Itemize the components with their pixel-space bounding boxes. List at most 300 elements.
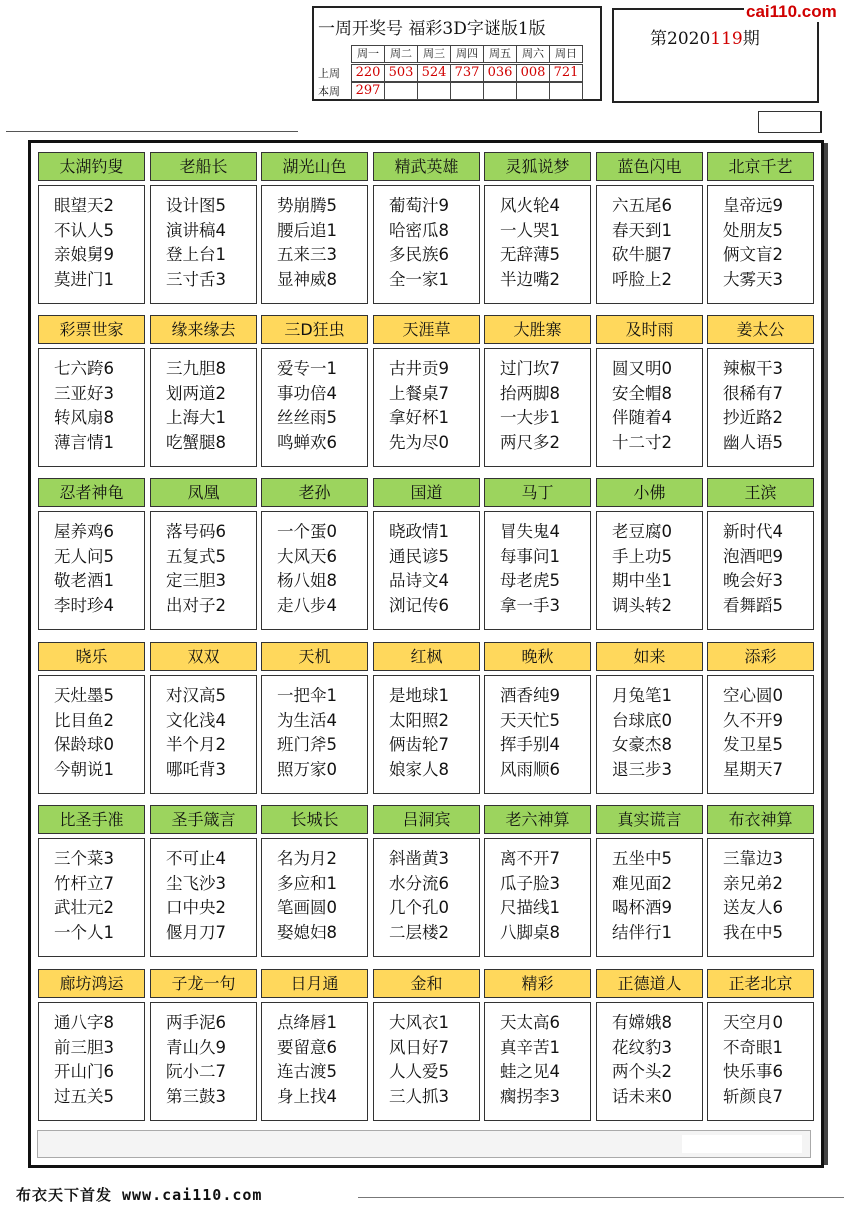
card-clues xyxy=(373,675,480,794)
card-clues xyxy=(596,348,703,467)
clue-line: 风雨顺6 xyxy=(500,759,560,779)
puzzle-card xyxy=(373,478,480,630)
card-title: 金和 xyxy=(373,969,480,998)
clue-line: 三靠边3 xyxy=(723,849,783,868)
card-clues xyxy=(373,511,480,630)
card-title: 如来 xyxy=(596,642,703,671)
puzzle-card xyxy=(484,805,591,957)
card-clues xyxy=(373,185,480,304)
card-clues xyxy=(38,511,145,630)
clue-line: 调头转2 xyxy=(612,595,672,615)
card-title: 湖光山色 xyxy=(261,152,368,181)
day-label: 周二 xyxy=(384,45,418,63)
clue-line: 难见面2 xyxy=(612,873,672,893)
clue-line: 蛙之见4 xyxy=(500,1062,560,1081)
card-clues xyxy=(38,185,145,304)
clue-line: 新时代4 xyxy=(723,522,783,541)
day-label: 周三 xyxy=(417,45,451,63)
puzzle-card xyxy=(484,969,591,1121)
clue-line: 发卫星5 xyxy=(723,735,783,754)
card-title: 晚秋 xyxy=(484,642,591,671)
issue-box xyxy=(612,8,819,103)
clue-line: 葡萄汁9 xyxy=(389,196,449,215)
clue-line: 圆又明0 xyxy=(612,359,672,378)
clue-line: 水分流6 xyxy=(389,873,449,893)
card-clues xyxy=(38,675,145,794)
clue-line: 晚会好3 xyxy=(723,571,783,590)
clue-line: 幽人语5 xyxy=(723,432,783,452)
draw-number: 503 xyxy=(384,64,418,82)
clue-line: 眼望天2 xyxy=(54,196,114,215)
clue-line: 皇帝远9 xyxy=(723,196,783,215)
card-title: 忍者神龟 xyxy=(38,478,145,507)
site-logo[interactable]: cai110.com xyxy=(746,2,837,21)
card-title: 国道 xyxy=(373,478,480,507)
clue-line: 瓜子脸3 xyxy=(500,873,560,893)
clue-line: 拿一手3 xyxy=(500,595,560,615)
clue-line: 两手泥6 xyxy=(166,1013,226,1032)
clue-line: 老豆腐0 xyxy=(612,522,672,541)
clue-line: 转风扇8 xyxy=(54,408,114,427)
clue-line: 过门坎7 xyxy=(500,359,560,378)
clue-line: 丝丝雨5 xyxy=(277,408,337,427)
puzzle-card xyxy=(38,478,145,630)
card-title: 真实谎言 xyxy=(596,805,703,834)
clue-line: 花纹豹3 xyxy=(612,1037,672,1057)
clue-line: 天太高6 xyxy=(500,1013,560,1032)
clue-line: 前三胆3 xyxy=(54,1037,114,1057)
draw-number xyxy=(516,82,550,100)
card-clues xyxy=(707,675,814,794)
card-title: 吕洞宾 xyxy=(373,805,480,834)
card-title: 彩票世家 xyxy=(38,315,145,344)
card-title: 老孙 xyxy=(261,478,368,507)
puzzle-card xyxy=(707,805,814,957)
clue-line: 砍牛腿7 xyxy=(612,245,672,264)
card-clues xyxy=(596,185,703,304)
clue-line: 竹杆立7 xyxy=(54,873,114,893)
clue-line: 上餐桌7 xyxy=(389,383,449,403)
clue-line: 太阳照2 xyxy=(389,710,449,730)
draw-number xyxy=(483,82,517,100)
puzzle-card xyxy=(261,969,368,1121)
clue-line: 空心圆0 xyxy=(723,686,783,705)
card-title: 太湖钓叟 xyxy=(38,152,145,181)
clue-line: 娘家人8 xyxy=(389,759,449,779)
card-clues xyxy=(707,348,814,467)
card-title: 马丁 xyxy=(484,478,591,507)
card-title: 灵狐说梦 xyxy=(484,152,591,181)
puzzle-card xyxy=(484,152,591,304)
clue-line: 三个菜3 xyxy=(54,849,114,868)
clue-line: 偃月刀7 xyxy=(166,922,226,942)
clue-line: 浏记传6 xyxy=(389,595,449,615)
clue-line: 两尺多2 xyxy=(500,432,560,452)
clue-line: 人人爱5 xyxy=(389,1062,449,1081)
card-clues xyxy=(707,838,814,957)
clue-line: 点绛唇1 xyxy=(277,1013,337,1032)
draw-number: 008 xyxy=(516,64,550,82)
puzzle-card xyxy=(261,152,368,304)
card-clues xyxy=(38,348,145,467)
clue-line: 拿好杯1 xyxy=(389,408,449,427)
card-title: 长城长 xyxy=(261,805,368,834)
puzzle-card xyxy=(150,642,257,794)
clue-line: 通八字8 xyxy=(54,1013,114,1032)
clue-line: 莫进门1 xyxy=(54,269,114,289)
clue-line: 连古渡5 xyxy=(277,1062,337,1081)
puzzle-card xyxy=(150,315,257,467)
clue-line: 伴随着4 xyxy=(612,408,672,427)
clue-line: 喝杯酒9 xyxy=(612,898,672,917)
puzzle-card xyxy=(707,478,814,630)
clue-line: 哪吒背3 xyxy=(166,759,226,779)
card-clues xyxy=(150,348,257,467)
clue-line: 是地球1 xyxy=(389,686,449,705)
puzzle-card xyxy=(38,805,145,957)
clue-line: 有嫦娥8 xyxy=(612,1013,672,1032)
card-clues xyxy=(261,185,368,304)
clue-line: 多民族6 xyxy=(389,245,449,264)
card-title: 红枫 xyxy=(373,642,480,671)
clue-line: 呼脸上2 xyxy=(612,269,672,289)
clue-line: 挥手别4 xyxy=(500,735,560,754)
clue-line: 大雾天3 xyxy=(723,269,783,289)
footer-bar xyxy=(37,1130,811,1158)
clue-line: 不可止4 xyxy=(166,849,226,868)
card-title: 晓乐 xyxy=(38,642,145,671)
puzzle-card xyxy=(38,969,145,1121)
card-title: 蓝色闪电 xyxy=(596,152,703,181)
puzzle-card xyxy=(707,315,814,467)
puzzle-card xyxy=(596,642,703,794)
clue-line: 开山门6 xyxy=(54,1062,114,1081)
puzzle-card xyxy=(596,969,703,1121)
draw-number: 737 xyxy=(450,64,484,82)
clue-line: 大风衣1 xyxy=(389,1013,449,1032)
day-label: 周六 xyxy=(516,45,550,63)
card-title: 布衣神算 xyxy=(707,805,814,834)
draw-number xyxy=(384,82,418,100)
clue-line: 每事问1 xyxy=(500,546,560,566)
clue-line: 五复式5 xyxy=(166,546,226,566)
clue-line: 屋养鸡6 xyxy=(54,522,114,541)
card-title: 三D狂虫 xyxy=(261,315,368,344)
clue-line: 真辛苦1 xyxy=(500,1037,560,1057)
card-title: 老六神算 xyxy=(484,805,591,834)
draw-number: 036 xyxy=(483,64,517,82)
clue-line: 敬老酒1 xyxy=(54,571,114,590)
clue-line: 腰后追1 xyxy=(277,220,337,240)
clue-line: 走八步4 xyxy=(277,595,337,615)
card-title: 大胜寨 xyxy=(484,315,591,344)
clue-line: 天天忙5 xyxy=(500,710,560,730)
card-clues xyxy=(484,185,591,304)
clue-line: 送友人6 xyxy=(723,898,783,917)
card-title: 及时雨 xyxy=(596,315,703,344)
issue-label xyxy=(650,24,760,49)
puzzle-card xyxy=(373,969,480,1121)
clue-line: 阮小二7 xyxy=(166,1062,226,1081)
clue-line: 李时珍4 xyxy=(54,595,114,615)
clue-line: 母老虎5 xyxy=(500,571,560,590)
clue-line: 演讲稿4 xyxy=(166,220,226,240)
day-label: 周四 xyxy=(450,45,484,63)
clue-line: 久不开9 xyxy=(723,710,783,730)
clue-line: 对汉高5 xyxy=(166,686,226,705)
puzzle-card xyxy=(150,805,257,957)
clue-line: 七六跨6 xyxy=(54,359,114,378)
puzzle-grid xyxy=(28,140,824,1168)
this-week-row xyxy=(352,82,583,100)
draw-number: 297 xyxy=(351,82,385,100)
clue-line: 处朋友5 xyxy=(723,220,783,240)
clue-line: 无人问5 xyxy=(54,546,114,566)
clue-line: 晓政情1 xyxy=(389,522,449,541)
clue-line: 定三胆3 xyxy=(166,571,226,590)
card-clues xyxy=(150,1002,257,1121)
clue-line: 手上功5 xyxy=(612,546,672,566)
clue-line: 鸣蝉欢6 xyxy=(277,432,337,452)
card-title: 比圣手准 xyxy=(38,805,145,834)
clue-line: 三九胆8 xyxy=(166,359,226,378)
clue-line: 话未来0 xyxy=(612,1086,672,1106)
card-clues xyxy=(707,511,814,630)
clue-line: 六五尾6 xyxy=(612,196,672,215)
clue-line: 过五关5 xyxy=(54,1086,114,1106)
card-title: 天涯草 xyxy=(373,315,480,344)
clue-line: 春天到1 xyxy=(612,220,672,240)
clue-line: 一大步1 xyxy=(500,408,560,427)
card-title: 姜太公 xyxy=(707,315,814,344)
card-clues xyxy=(150,511,257,630)
draw-number: 721 xyxy=(549,64,583,82)
clue-line: 退三步3 xyxy=(612,759,672,779)
card-clues xyxy=(150,838,257,957)
card-title: 缘来缘去 xyxy=(150,315,257,344)
clue-line: 月兔笔1 xyxy=(612,686,672,705)
clue-line: 设计图5 xyxy=(166,196,226,215)
day-header-row xyxy=(352,45,583,63)
clue-line: 笔画圆0 xyxy=(277,898,337,917)
clue-line: 多应和1 xyxy=(277,873,337,893)
clue-line: 落号码6 xyxy=(166,522,226,541)
clue-line: 薄言情1 xyxy=(54,432,114,452)
puzzle-card xyxy=(373,152,480,304)
clue-line: 上海大1 xyxy=(166,408,226,427)
puzzle-card xyxy=(373,315,480,467)
weekly-draw-table xyxy=(312,6,602,101)
draw-number xyxy=(417,82,451,100)
clue-line: 划两道2 xyxy=(166,383,226,403)
issue-suffix: 期 xyxy=(742,29,760,49)
puzzle-card xyxy=(707,969,814,1121)
footer-divider xyxy=(358,1197,844,1198)
clue-line: 三寸舌3 xyxy=(166,269,226,289)
clue-line: 亲兄弟2 xyxy=(723,873,783,893)
clue-line: 酒香纯9 xyxy=(500,686,560,705)
clue-line: 事功倍4 xyxy=(277,383,337,403)
issue-prefix: 第2020 xyxy=(650,29,711,49)
clue-line: 古井贡9 xyxy=(389,359,449,378)
clue-line: 尘飞沙3 xyxy=(166,873,226,893)
clue-line: 安全帽8 xyxy=(612,383,672,403)
card-title: 圣手箴言 xyxy=(150,805,257,834)
clue-line: 很稀有7 xyxy=(723,383,783,403)
card-clues xyxy=(261,511,368,630)
last-week-label: 上周 xyxy=(318,67,340,80)
card-title: 添彩 xyxy=(707,642,814,671)
clue-line: 口中央2 xyxy=(166,898,226,917)
clue-line: 登上台1 xyxy=(166,245,226,264)
clue-line: 八脚桌8 xyxy=(500,922,560,942)
issue-number: 119 xyxy=(710,29,743,49)
card-clues xyxy=(707,185,814,304)
clue-line: 通民谚5 xyxy=(389,546,449,566)
clue-line: 星期天7 xyxy=(723,759,783,779)
divider xyxy=(6,131,298,132)
clue-line: 娶媳妇8 xyxy=(277,922,337,942)
footer-bar-slot xyxy=(682,1135,802,1153)
clue-line: 女豪杰8 xyxy=(612,735,672,754)
puzzle-card xyxy=(373,642,480,794)
clue-line: 不奇眼1 xyxy=(723,1037,783,1057)
card-clues xyxy=(373,1002,480,1121)
card-title: 王滨 xyxy=(707,478,814,507)
clue-line: 斜凿黄3 xyxy=(389,849,449,868)
draw-number: 220 xyxy=(351,64,385,82)
day-label: 周五 xyxy=(483,45,517,63)
puzzle-card xyxy=(596,315,703,467)
clue-line: 比目鱼2 xyxy=(54,710,114,730)
clue-line: 俩齿轮7 xyxy=(389,735,449,754)
card-title: 小佛 xyxy=(596,478,703,507)
clue-line: 一人哭1 xyxy=(500,220,560,240)
card-clues xyxy=(707,1002,814,1121)
clue-line: 我在中5 xyxy=(723,922,783,942)
clue-line: 两个头2 xyxy=(612,1062,672,1081)
clue-line: 身上找4 xyxy=(277,1086,337,1106)
card-clues xyxy=(596,675,703,794)
clue-line: 出对子2 xyxy=(166,595,226,615)
clue-line: 台球底0 xyxy=(612,710,672,730)
footer-credit: 布衣天下首发 www.cai110.com xyxy=(16,1186,263,1204)
card-clues xyxy=(150,675,257,794)
puzzle-card xyxy=(150,478,257,630)
puzzle-card xyxy=(38,315,145,467)
card-title: 日月通 xyxy=(261,969,368,998)
card-clues xyxy=(484,1002,591,1121)
card-clues xyxy=(484,348,591,467)
card-title: 子龙一句 xyxy=(150,969,257,998)
clue-line: 天空月0 xyxy=(723,1013,783,1032)
clue-line: 泡酒吧9 xyxy=(723,546,783,566)
clue-line: 一个人1 xyxy=(54,922,114,942)
card-clues xyxy=(38,838,145,957)
card-clues xyxy=(484,838,591,957)
clue-line: 斩颜良7 xyxy=(723,1086,783,1106)
clue-line: 俩文盲2 xyxy=(723,245,783,264)
clue-line: 势崩腾5 xyxy=(277,196,337,215)
clue-line: 快乐事6 xyxy=(723,1062,783,1081)
card-clues xyxy=(484,511,591,630)
card-title: 北京千艺 xyxy=(707,152,814,181)
clue-line: 不认人5 xyxy=(54,220,114,240)
clue-line: 十二寸2 xyxy=(612,432,672,452)
clue-line: 无辞薄5 xyxy=(500,245,560,264)
card-title: 双双 xyxy=(150,642,257,671)
clue-line: 半个月2 xyxy=(166,735,226,754)
puzzle-card xyxy=(261,642,368,794)
card-clues xyxy=(596,838,703,957)
clue-line: 一把伞1 xyxy=(277,686,337,705)
clue-line: 五坐中5 xyxy=(612,849,672,868)
clue-line: 亲娘舅9 xyxy=(54,245,114,264)
clue-line: 保龄球0 xyxy=(54,735,114,754)
page-title: 一周开奖号 福彩3D字谜版1版 xyxy=(318,19,546,39)
puzzle-card xyxy=(484,315,591,467)
clue-line: 五来三3 xyxy=(277,245,337,264)
clue-line: 杨八姐8 xyxy=(277,571,337,590)
day-label: 周日 xyxy=(549,45,583,63)
puzzle-card xyxy=(261,478,368,630)
clue-line: 爱专一1 xyxy=(277,359,337,378)
puzzle-card xyxy=(261,805,368,957)
puzzle-card xyxy=(150,152,257,304)
card-title: 廊坊鸿运 xyxy=(38,969,145,998)
clue-line: 大风天6 xyxy=(277,546,337,566)
puzzle-card xyxy=(707,642,814,794)
clue-line: 天灶墨5 xyxy=(54,686,114,705)
clue-line: 照万家0 xyxy=(277,759,337,779)
puzzle-card xyxy=(38,152,145,304)
card-clues xyxy=(261,1002,368,1121)
clue-line: 二层楼2 xyxy=(389,922,449,942)
card-clues xyxy=(261,675,368,794)
puzzle-card xyxy=(261,315,368,467)
clue-line: 一个蛋0 xyxy=(277,522,337,541)
card-title: 老船长 xyxy=(150,152,257,181)
clue-line: 班门斧5 xyxy=(277,735,337,754)
clue-line: 离不开7 xyxy=(500,849,560,868)
card-clues xyxy=(596,1002,703,1121)
card-title: 凤凰 xyxy=(150,478,257,507)
clue-line: 风日好7 xyxy=(389,1037,449,1057)
clue-line: 冒失鬼4 xyxy=(500,522,560,541)
card-clues xyxy=(261,348,368,467)
clue-line: 先为尽0 xyxy=(389,432,449,452)
clue-line: 要留意6 xyxy=(277,1037,337,1057)
this-week-label: 本周 xyxy=(318,85,340,98)
card-title: 精彩 xyxy=(484,969,591,998)
card-clues xyxy=(38,1002,145,1121)
card-title: 精武英雄 xyxy=(373,152,480,181)
clue-line: 吃蟹腿8 xyxy=(166,432,226,452)
clue-line: 三人抓3 xyxy=(389,1086,449,1106)
clue-line: 三亚好3 xyxy=(54,383,114,403)
corner-box xyxy=(758,111,822,133)
card-title: 正老北京 xyxy=(707,969,814,998)
card-clues xyxy=(150,185,257,304)
clue-line: 几个孔0 xyxy=(389,898,449,917)
puzzle-card xyxy=(596,805,703,957)
puzzle-card xyxy=(38,642,145,794)
draw-number xyxy=(549,82,583,100)
puzzle-card xyxy=(707,152,814,304)
puzzle-card xyxy=(596,478,703,630)
clue-line: 第三鼓3 xyxy=(166,1086,226,1106)
clue-line: 半边嘴2 xyxy=(500,269,560,289)
